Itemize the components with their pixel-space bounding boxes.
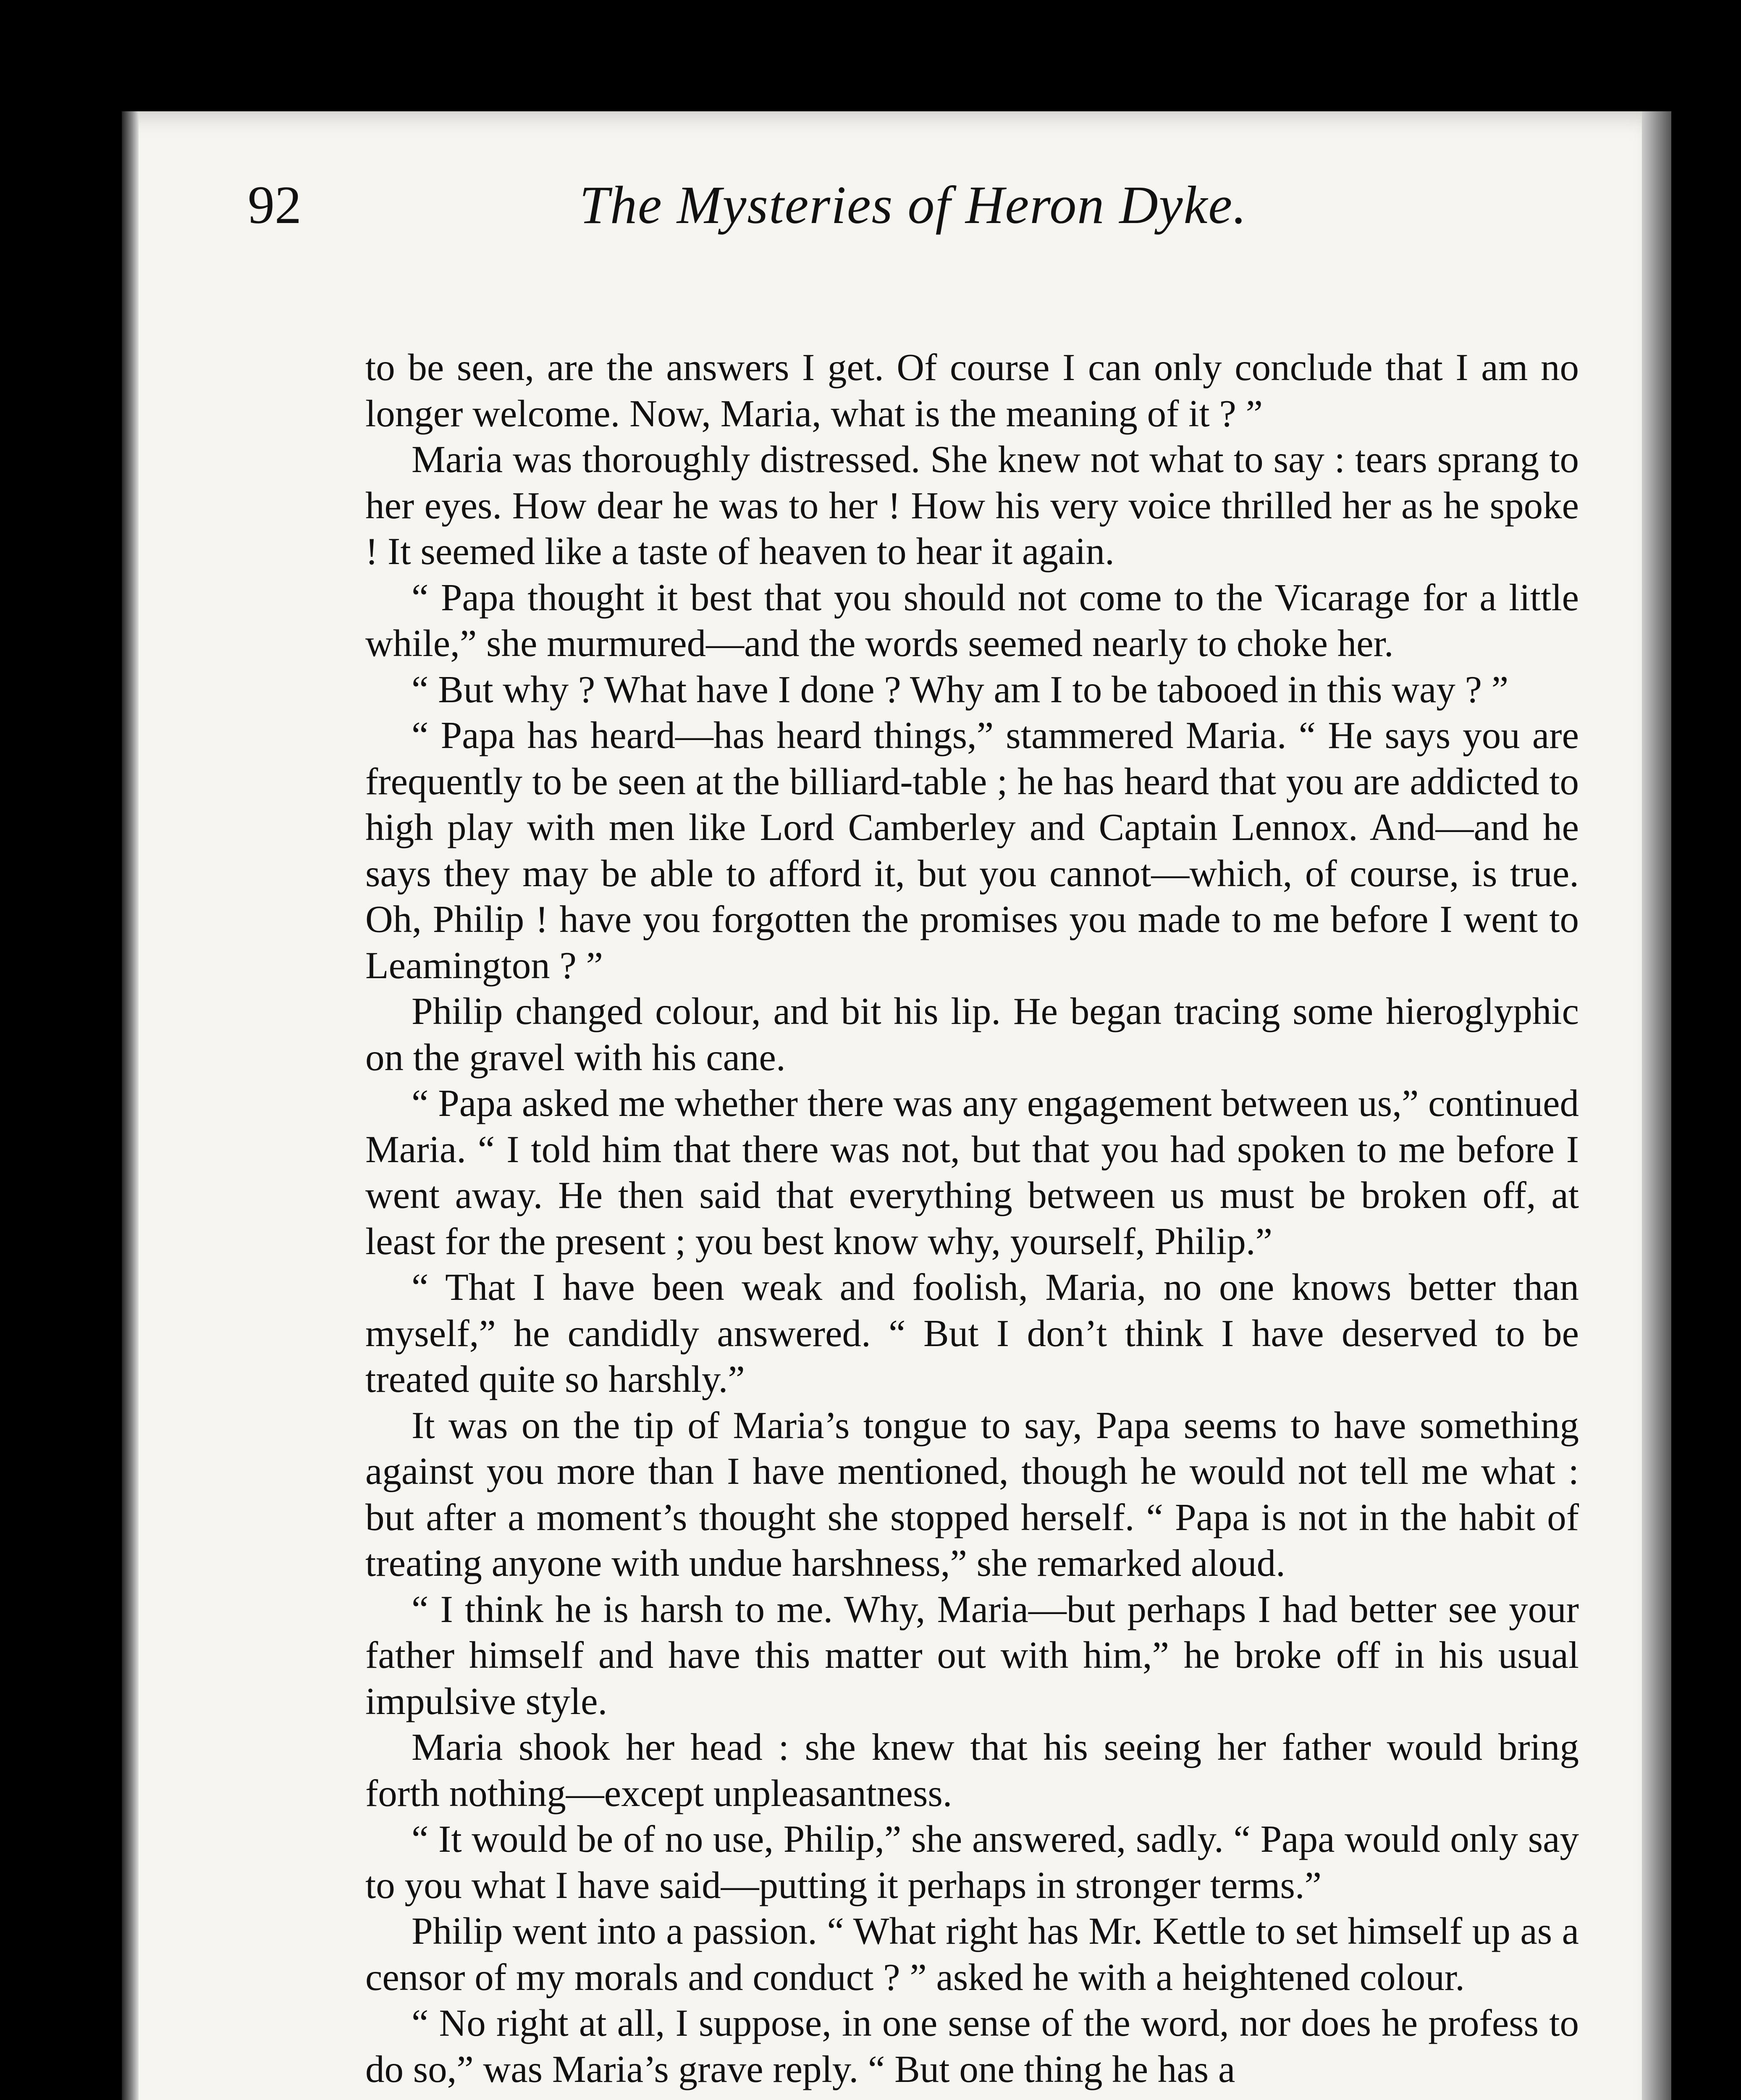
- paragraph: “ I think he is harsh to me. Why, Maria—but perhaps I had better see your father himself and have this matter out with him,” he broke off in his usual impulsive style.: [365, 1588, 1579, 1722]
- paragraph: “ Papa thought it best that you should not come to the Vicarage for a little while,” she murmured—and the words seemed nearly to choke her.: [365, 576, 1579, 664]
- paragraph: “ It would be of no use, Philip,” she answered, sadly. “ Papa would only say to you what I have said—putting it perhaps in stronger terms.”: [365, 1818, 1579, 1906]
- paragraph: Maria was thoroughly distressed. She knew not what to say : tears sprang to her eyes. How dear he was to her ! How his very voice thrilled her as he spoke ! It seemed like a taste of heaven to hear it again.: [365, 438, 1579, 572]
- paragraph: “ No right at all, I suppose, in one sense of the word, nor does he profess to do so,” was Maria’s grave reply. “ But one thing he has a: [365, 2002, 1579, 2090]
- paragraph: Maria shook her head : she knew that his seeing her father would bring forth nothing—except unpleasantness.: [365, 1726, 1579, 1814]
- running-header: [248, 166, 1579, 242]
- body-text: [365, 344, 1579, 2092]
- paragraph: “ But why ? What have I done ? Why am I to be tabooed in this way ? ”: [412, 668, 1509, 711]
- page-edge-shadow: [1642, 111, 1671, 2100]
- page-number: 92: [248, 175, 302, 235]
- running-title: The Mysteries of Heron Dyke.: [579, 175, 1248, 235]
- paragraph: Philip went into a passion. “ What right has Mr. Kettle to set himself up as a censor of my morals and conduct ? ” asked he with a heightened colour.: [365, 1910, 1579, 1998]
- paragraph: It was on the tip of Maria’s tongue to say, Papa seems to have something against you more than I have mentioned, though he would not tell me what : but after a moment’s thought she stopped herself. “ Papa is not in the habit of treating anyone with undue harshness,” she remarked aloud.: [365, 1404, 1579, 1584]
- paragraph: “ Papa asked me whether there was any engagement between us,” continued Maria. “ I told him that there was not, but that you had spoken to me before I went away. He then said that everything between us must be broken off, at least for the present ; you best know why, yourself, Philip.”: [365, 1082, 1579, 1263]
- page-binding-shadow: [122, 111, 139, 2100]
- paragraph: “ That I have been weak and foolish, Maria, no one knows better than myself,” he candidly answered. “ But I don’t think I have deserved to be treated quite so harshly.”: [365, 1266, 1579, 1400]
- paragraph: to be seen, are the answers I get. Of course I can only conclude that I am no longer welcome. Now, Maria, what is the meaning of it ? ”: [365, 346, 1579, 435]
- paragraph: Philip changed colour, and bit his lip. He began tracing some hieroglyphic on the gravel with his cane.: [365, 990, 1579, 1079]
- paragraph: “ Papa has heard—has heard things,” stammered Maria. “ He says you are frequently to be seen at the billiard-table ; he has heard that you are addicted to high play with men like Lord Camberley and Captain Lennox. And—and he says they may be able to afford it, but you cannot—which, of course, is true. Oh, Philip ! have you forgotten the promises you made to me before I went to Leamington ? ”: [365, 714, 1579, 987]
